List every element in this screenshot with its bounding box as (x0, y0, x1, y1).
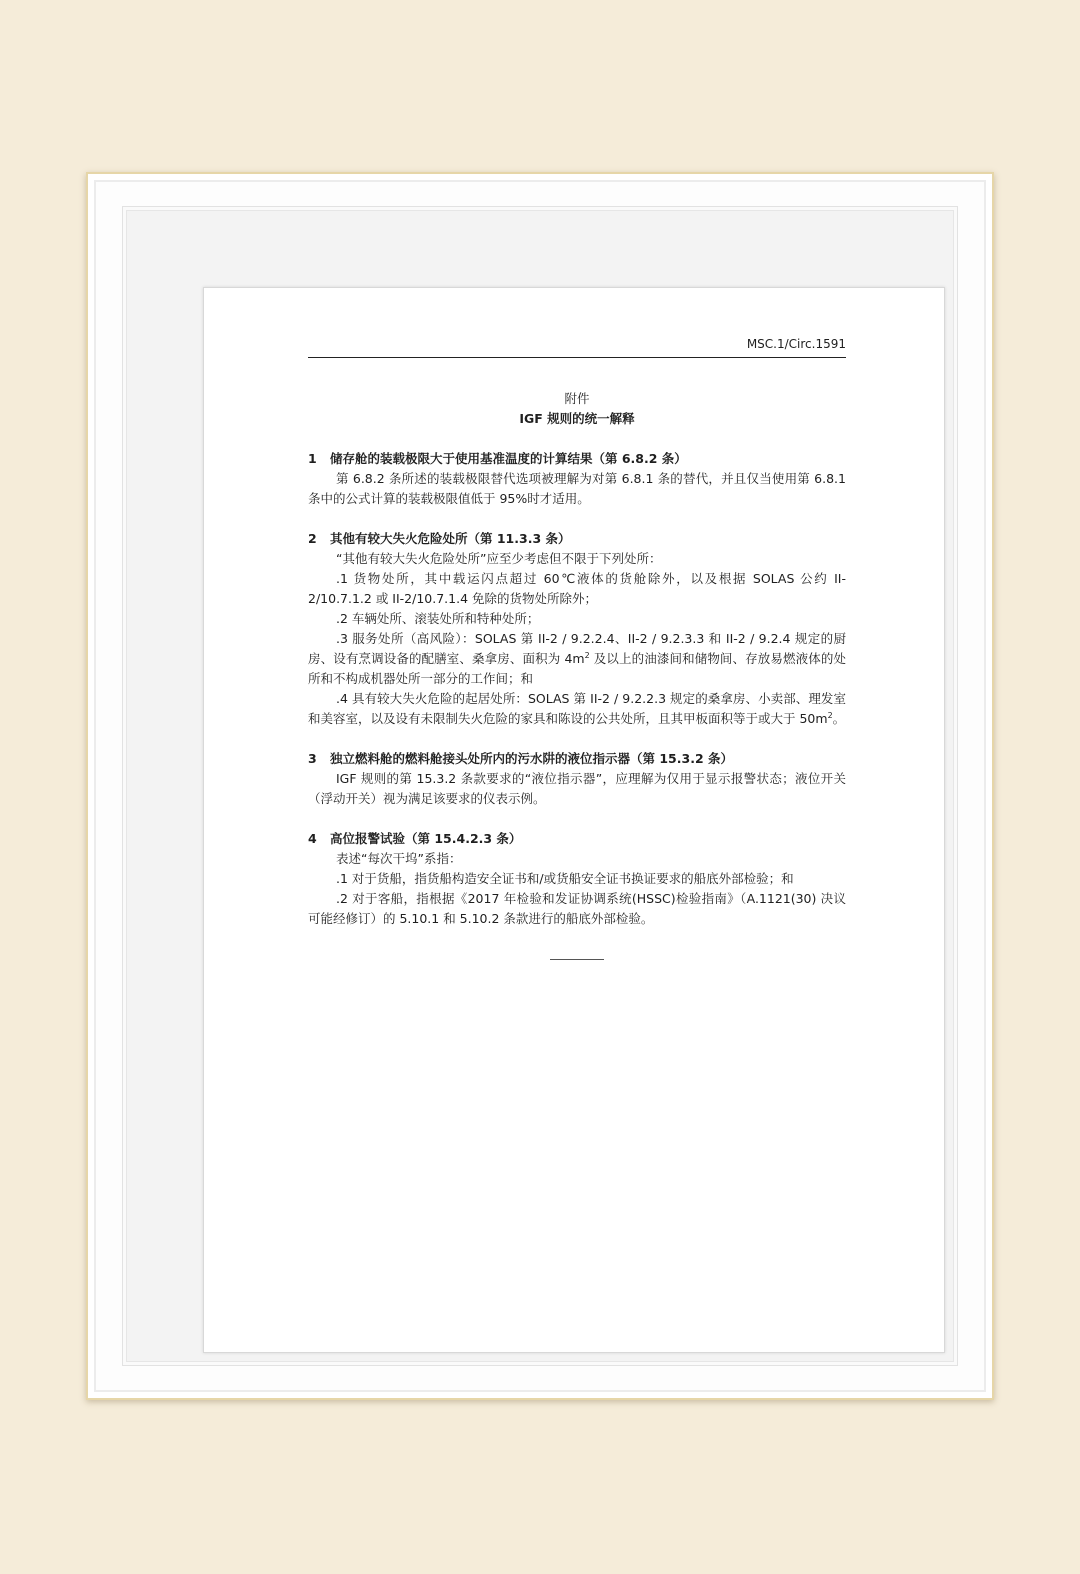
section-number: 4 (308, 831, 317, 846)
list-item: .1 货物处所，其中载运闪点超过 60℃液体的货舱除外，以及根据 SOLAS 公约 II-2/10.7.1.2 或 II-2/10.7.1.4 免除的货物处所除外； (308, 571, 846, 606)
section-title: 高位报警试验（第 15.4.2.3 条） (330, 831, 522, 846)
document-code: MSC.1/Circ.1591 (308, 334, 846, 358)
section-title: 其他有较大失火危险处所（第 11.3.3 条） (330, 531, 571, 546)
list-item-text-cont: 。 (832, 711, 846, 726)
section-title: 储存舱的装载极限大于使用基准温度的计算结果（第 6.8.2 条） (330, 451, 687, 466)
section-paragraph: “其他有较大失火危险处所”应至少考虑但不限于下列处所： (336, 551, 662, 566)
list-item: .1 对于货船，指货船构造安全证书和/或货船安全证书换证要求的船底外部检验；和 (336, 871, 794, 886)
section-paragraph: 表述“每次干坞”系指： (336, 851, 462, 866)
section-2 (308, 529, 846, 729)
document-page (203, 287, 945, 1353)
section-paragraph: 第 6.8.2 条所述的装载极限替代选项被理解为对第 6.8.1 条的替代，并且仅当使用第 6.8.1 条中的公式计算的装载极限值低于 95%时才适用。 (308, 471, 846, 506)
list-item-text: .3 服务处所（高风险）：SOLAS 第 II-2 / 9.2.2.4、II-2 / 9.2.3.3 和 II-2 / 9.2.4 规定的厨房、设有烹调设备的配膳室、桑拿房、面积为 4m (308, 631, 846, 666)
section-3 (308, 749, 846, 809)
section-heading (308, 529, 846, 549)
annex-title: 附件 (564, 391, 590, 406)
frame-mat (122, 206, 958, 1366)
section-number: 1 (308, 451, 317, 466)
section-1 (308, 449, 846, 509)
section-paragraph: IGF 规则的第 15.3.2 条款要求的“液位指示器”，应理解为仅用于显示报警状态；液位开关（浮动开关）视为满足该要求的仪表示例。 (308, 771, 846, 806)
list-item (308, 689, 846, 729)
section-number: 2 (308, 531, 317, 546)
list-item (308, 629, 846, 689)
section-heading (308, 749, 846, 769)
list-item-text: .4 具有较大失火危险的起居处所：SOLAS 第 II-2 / 9.2.2.3 规定的桑拿房、小卖部、理发室和美容室，以及设有未限制失火危险的家具和陈设的公共处所，且其甲板面积等于或大于 50m (308, 691, 846, 726)
list-item: .2 车辆处所、滚装处所和特种处所； (336, 611, 540, 626)
picture-frame (86, 172, 994, 1400)
list-item-text-cont: 及以上的油漆间和储物间、存放易燃液体的处所和不构成机器处所一部分的工作间；和 (308, 651, 846, 686)
annex-subtitle: IGF 规则的统一解释 (519, 411, 635, 426)
section-number: 3 (308, 751, 317, 766)
section-title: 独立燃料舱的燃料舱接头处所内的污水阱的液位指示器（第 15.3.2 条） (330, 751, 733, 766)
superscript: 2 (827, 710, 833, 720)
document-content (308, 334, 846, 960)
list-item: .2 对于客船，指根据《2017 年检验和发证协调系统(HSSC)检验指南》（A.1121(30) 决议可能经修订）的 5.10.1 和 5.10.2 条款进行的船底外部检验。 (308, 891, 846, 926)
section-heading (308, 829, 846, 849)
superscript: 2 (584, 650, 590, 660)
end-divider (550, 959, 604, 960)
section-heading (308, 449, 846, 469)
section-4 (308, 829, 846, 929)
